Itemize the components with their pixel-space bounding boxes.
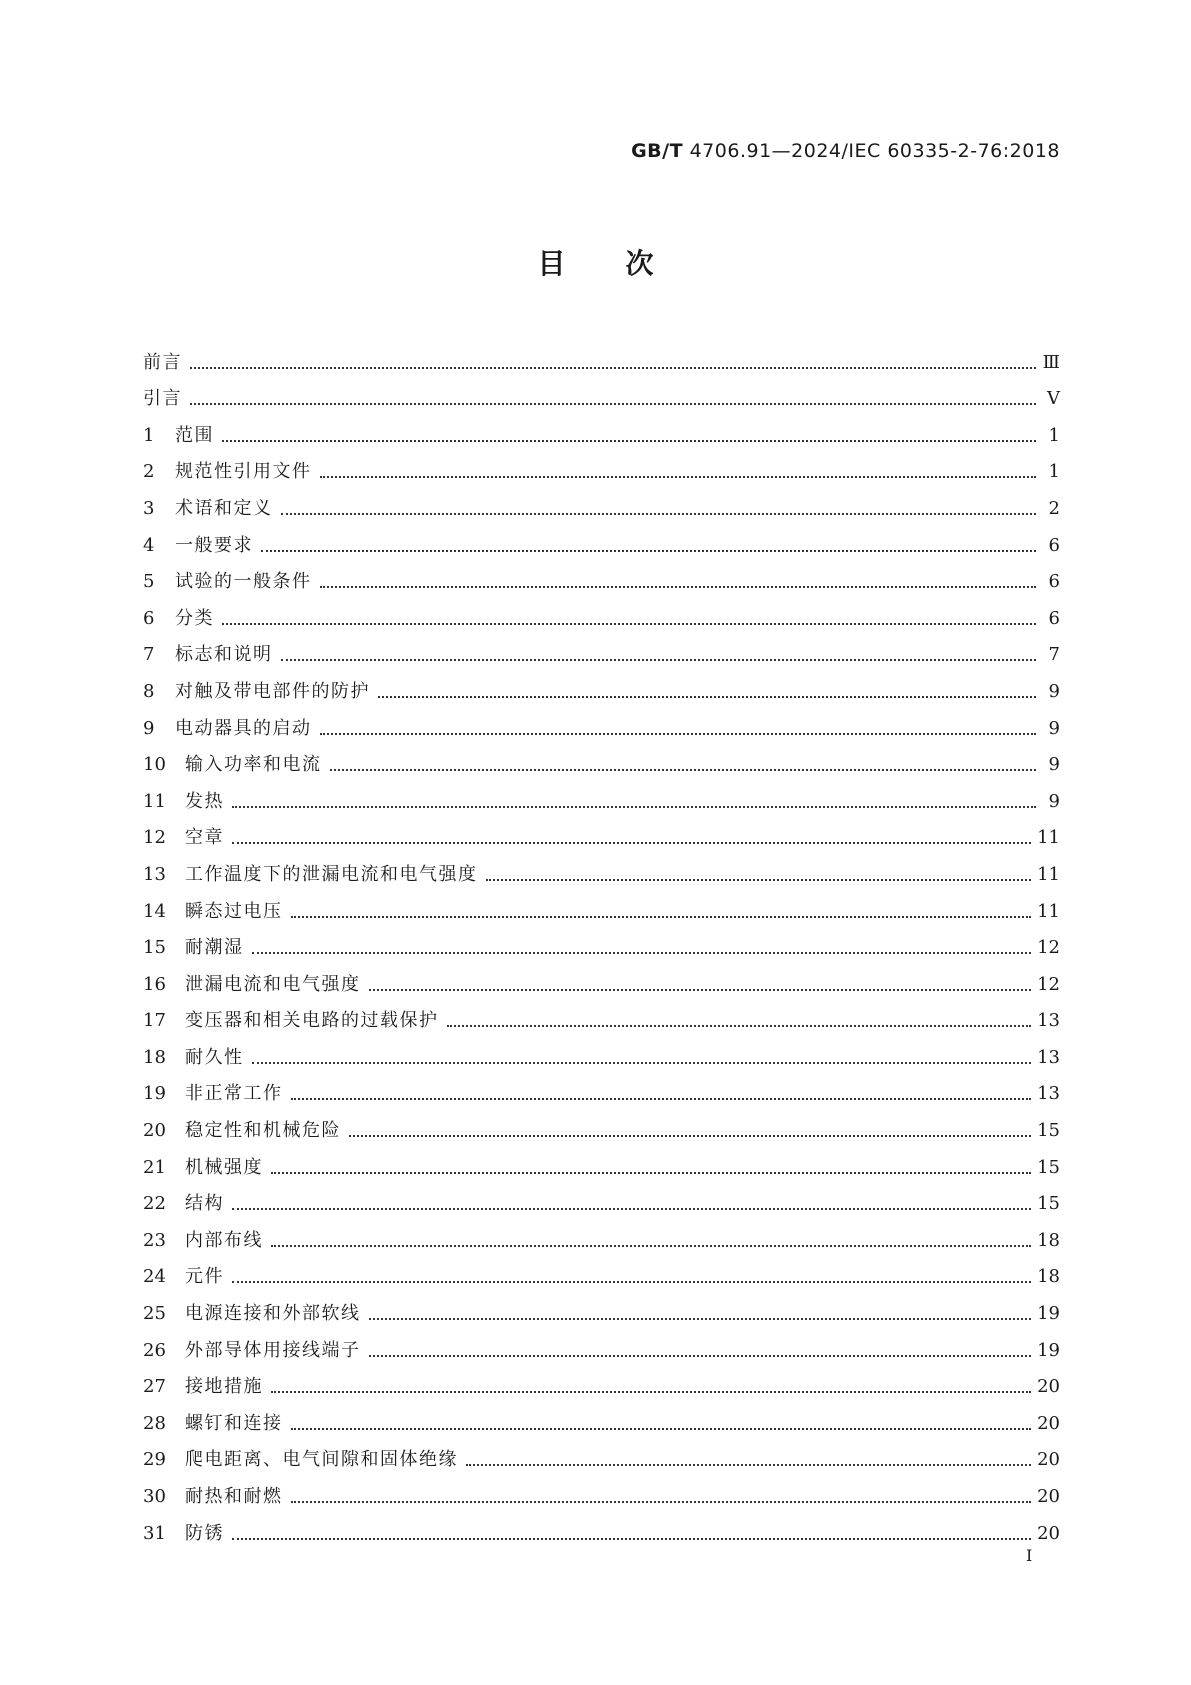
toc-leader-dots <box>281 513 1037 515</box>
toc-entry-label: 瞬态过电压 <box>185 900 283 922</box>
toc-leader-dots <box>291 1428 1032 1430</box>
toc-entry[interactable] <box>143 667 1060 704</box>
document-header <box>631 140 1060 162</box>
toc-leader-dots <box>271 1391 1031 1393</box>
toc-entry-label: 非正常工作 <box>185 1083 283 1105</box>
toc-entry-number: 17 <box>143 1010 166 1032</box>
toc-entry-label: 工作温度下的泄漏电流和电气强度 <box>185 863 478 885</box>
toc-entry-label: 稳定性和机械危险 <box>185 1120 341 1142</box>
toc-entry[interactable] <box>143 411 1060 448</box>
standard-number: 4706.91—2024/IEC 60335-2-76:2018 <box>683 140 1060 162</box>
toc-entry-number: 28 <box>143 1412 166 1434</box>
toc-entry-number: 21 <box>143 1156 166 1178</box>
toc-entry-label: 电源连接和外部软线 <box>185 1303 361 1325</box>
toc-leader-dots <box>190 367 1036 369</box>
toc-title: 目次 <box>537 247 714 280</box>
toc-entry-number: 19 <box>143 1083 166 1105</box>
toc-entry-label: 空章 <box>185 827 224 849</box>
toc-entry-page: 18 <box>1037 1266 1060 1288</box>
toc-entry-page: 7 <box>1048 644 1060 666</box>
toc-entry-number: 8 <box>143 680 155 702</box>
toc-entry-label: 内部布线 <box>185 1229 263 1251</box>
toc-entry-number: 18 <box>143 1046 166 1068</box>
toc-entry-page: Ⅴ <box>1047 388 1060 410</box>
toc-entry[interactable] <box>143 960 1060 997</box>
toc-entry-label: 耐潮湿 <box>185 937 244 959</box>
toc-entry[interactable] <box>143 631 1060 668</box>
toc-leader-dots <box>232 842 1031 844</box>
toc-entry-label: 防锈 <box>185 1522 224 1544</box>
toc-entry-label: 对触及带电部件的防护 <box>175 680 370 702</box>
toc-entry-label: 发热 <box>185 790 224 812</box>
toc-entry[interactable] <box>143 558 1060 595</box>
toc-entry-number: 4 <box>143 534 155 556</box>
toc-entry-page: 20 <box>1037 1376 1060 1398</box>
toc-entry-number: 13 <box>143 863 166 885</box>
toc-leader-dots <box>466 1464 1031 1466</box>
toc-entry[interactable] <box>143 1472 1060 1509</box>
toc-entry[interactable] <box>143 741 1060 778</box>
toc-entry[interactable] <box>143 997 1060 1034</box>
toc-leader-dots <box>232 806 1036 808</box>
standard-prefix: GB/T <box>631 140 684 162</box>
toc-entry-page: 19 <box>1037 1303 1060 1325</box>
toc-entry[interactable] <box>143 1070 1060 1107</box>
toc-entry-number: 22 <box>143 1193 166 1215</box>
toc-entry-page: 11 <box>1037 827 1060 849</box>
toc-entry[interactable] <box>143 1106 1060 1143</box>
toc-entry-page: 15 <box>1037 1156 1060 1178</box>
toc-entry[interactable] <box>143 448 1060 485</box>
toc-entry-label: 试验的一般条件 <box>175 571 312 593</box>
page-number: Ⅰ <box>1026 1546 1033 1565</box>
toc-leader-dots <box>232 1281 1031 1283</box>
toc-entry-number: 7 <box>143 644 155 666</box>
toc-leader-dots <box>252 952 1032 954</box>
toc-entry-page: 11 <box>1037 900 1060 922</box>
table-of-contents <box>143 338 1060 1546</box>
toc-entry-label: 前言 <box>143 351 182 373</box>
toc-leader-dots <box>320 476 1037 478</box>
toc-entry-label: 电动器具的启动 <box>175 717 312 739</box>
toc-entry[interactable] <box>143 777 1060 814</box>
toc-leader-dots <box>261 550 1036 552</box>
toc-entry-page: 9 <box>1048 790 1060 812</box>
toc-entry-label: 输入功率和电流 <box>185 754 322 776</box>
toc-entry-label: 术语和定义 <box>175 497 273 519</box>
toc-entry-label: 规范性引用文件 <box>175 461 312 483</box>
toc-entry-number: 29 <box>143 1449 166 1471</box>
toc-leader-dots <box>320 733 1037 735</box>
toc-entry-page: 9 <box>1048 680 1060 702</box>
toc-entry-label: 泄漏电流和电气强度 <box>185 973 361 995</box>
toc-entry-page: 1 <box>1048 424 1060 446</box>
toc-entry[interactable] <box>143 704 1060 741</box>
toc-entry-label: 接地措施 <box>185 1376 263 1398</box>
toc-entry[interactable] <box>143 594 1060 631</box>
toc-entry-label: 耐热和耐燃 <box>185 1486 283 1507</box>
toc-entry-label: 结构 <box>185 1193 224 1215</box>
toc-leader-dots <box>378 696 1036 698</box>
toc-leader-dots <box>291 916 1032 918</box>
toc-entry-number: 24 <box>143 1266 166 1288</box>
toc-entry[interactable] <box>143 924 1060 961</box>
toc-entry-page: 6 <box>1048 571 1060 593</box>
toc-entry[interactable] <box>143 1436 1060 1473</box>
toc-entry[interactable] <box>143 1143 1060 1180</box>
toc-entry-number: 12 <box>143 827 166 849</box>
toc-entry-page: 2 <box>1048 497 1060 519</box>
toc-entry[interactable] <box>143 1509 1060 1546</box>
toc-entry[interactable] <box>143 887 1060 924</box>
toc-entry-page: 6 <box>1048 607 1060 629</box>
toc-entry-label: 元件 <box>185 1266 224 1288</box>
toc-leader-dots <box>222 623 1036 625</box>
toc-entry-page: 13 <box>1037 1046 1060 1068</box>
toc-entry-page: 15 <box>1037 1120 1060 1142</box>
toc-entry-number: 14 <box>143 900 166 922</box>
toc-entry-label: 引言 <box>143 388 182 410</box>
toc-entry-number: 27 <box>143 1376 166 1398</box>
toc-entry-label: 分类 <box>175 607 214 629</box>
toc-entry-page: 13 <box>1037 1083 1060 1105</box>
toc-leader-dots <box>349 1135 1031 1137</box>
toc-entry[interactable] <box>143 375 1060 412</box>
toc-entry-page: 9 <box>1048 754 1060 776</box>
toc-entry[interactable] <box>143 1326 1060 1363</box>
toc-leader-dots <box>291 1098 1032 1100</box>
toc-leader-dots <box>447 1025 1032 1027</box>
toc-entry-page: 20 <box>1037 1449 1060 1471</box>
toc-entry-number: 15 <box>143 937 166 959</box>
toc-entry-number: 31 <box>143 1522 166 1544</box>
toc-entry-label: 标志和说明 <box>175 644 273 666</box>
toc-leader-dots <box>291 1501 1032 1503</box>
toc-leader-dots <box>252 1062 1032 1064</box>
toc-entry-page: 20 <box>1037 1522 1060 1544</box>
toc-entry[interactable] <box>143 850 1060 887</box>
toc-entry-number: 30 <box>143 1486 166 1507</box>
toc-entry-label: 变压器和相关电路的过载保护 <box>185 1010 439 1032</box>
toc-leader-dots <box>190 403 1036 405</box>
toc-entry-page: 19 <box>1037 1339 1060 1361</box>
toc-entry[interactable] <box>143 1033 1060 1070</box>
toc-leader-dots <box>330 769 1037 771</box>
toc-leader-dots <box>369 989 1032 991</box>
toc-entry-number: 9 <box>143 717 155 739</box>
toc-entry-page: 9 <box>1048 717 1060 739</box>
toc-entry-label: 爬电距离、电气间隙和固体绝缘 <box>185 1449 458 1471</box>
toc-entry-page: 13 <box>1037 1010 1060 1032</box>
toc-entry[interactable] <box>143 1399 1060 1436</box>
toc-entry-label: 机械强度 <box>185 1156 263 1178</box>
toc-entry-number: 23 <box>143 1229 166 1251</box>
toc-leader-dots <box>486 879 1032 881</box>
toc-entry-page: 15 <box>1037 1193 1060 1215</box>
toc-entry[interactable] <box>143 814 1060 851</box>
toc-entry[interactable] <box>143 1363 1060 1400</box>
toc-leader-dots <box>271 1172 1031 1174</box>
toc-entry-label: 范围 <box>175 424 214 446</box>
toc-leader-dots <box>281 659 1037 661</box>
toc-leader-dots <box>271 1245 1031 1247</box>
toc-leader-dots <box>222 440 1036 442</box>
toc-leader-dots <box>320 586 1037 588</box>
toc-entry-page: 20 <box>1037 1486 1060 1507</box>
toc-entry-number: 16 <box>143 973 166 995</box>
toc-entry-page: 20 <box>1037 1412 1060 1434</box>
toc-entry-number: 5 <box>143 571 155 593</box>
toc-entry-number: 26 <box>143 1339 166 1361</box>
toc-entry-label: 螺钉和连接 <box>185 1412 283 1434</box>
toc-entry-number: 11 <box>143 790 166 812</box>
toc-entry[interactable] <box>143 338 1060 375</box>
toc-entry[interactable] <box>143 1180 1060 1217</box>
toc-entry[interactable] <box>143 484 1060 521</box>
toc-entry-label: 一般要求 <box>175 534 253 556</box>
toc-entry-page: 1 <box>1048 461 1060 483</box>
toc-entry-label: 外部导体用接线端子 <box>185 1339 361 1361</box>
toc-entry-page: 6 <box>1048 534 1060 556</box>
toc-entry-number: 10 <box>143 754 166 776</box>
toc-entry[interactable] <box>143 1216 1060 1253</box>
toc-entry-number: 1 <box>143 424 155 446</box>
toc-entry-page: Ⅲ <box>1042 351 1060 373</box>
toc-leader-dots <box>232 1538 1031 1540</box>
toc-entry-number: 25 <box>143 1303 166 1325</box>
toc-entry[interactable] <box>143 1289 1060 1326</box>
toc-entry-page: 11 <box>1037 863 1060 885</box>
toc-entry-number: 6 <box>143 607 155 629</box>
toc-entry-number: 3 <box>143 497 155 519</box>
toc-entry-label: 耐久性 <box>185 1046 244 1068</box>
toc-entry-page: 18 <box>1037 1229 1060 1251</box>
toc-leader-dots <box>232 1208 1031 1210</box>
toc-entry-page: 12 <box>1037 973 1060 995</box>
toc-entry[interactable] <box>143 1253 1060 1290</box>
toc-entry-number: 20 <box>143 1120 166 1142</box>
toc-entry-number: 2 <box>143 461 155 483</box>
toc-leader-dots <box>369 1355 1032 1357</box>
toc-leader-dots <box>369 1318 1032 1320</box>
toc-entry-page: 12 <box>1037 937 1060 959</box>
toc-entry[interactable] <box>143 521 1060 558</box>
